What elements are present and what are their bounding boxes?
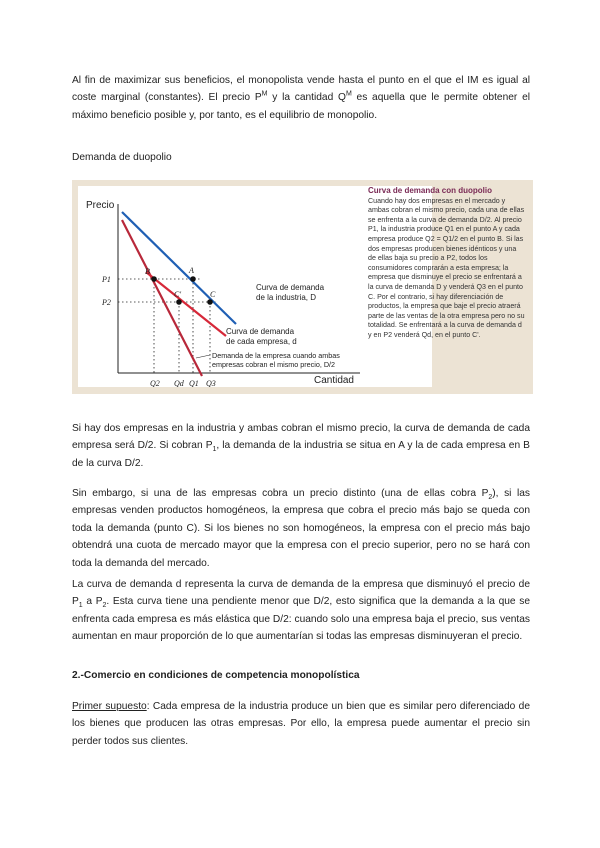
half-demand-curve [122,220,202,376]
point-b [151,276,157,282]
caption-text: Cuando hay dos empresas en el mercado y ambas cobran el mismo precio, cada una de ellas se enfrenta a la curva de demanda D/2. Al precio P1, la industria produce Q1 en el punto A y cada empresa produce Q2 = Q1/2 en el punto B. Si las dos empresas producen bienes idénticos y una de ellas baja su precio a P2, todos los consumidores comprarán a esta empresa; la empresa que disminuye el precio se enfrentará a la curva de demanda D y venderá Q3 en el punto C. Por el contrario, si hay diferenciación de productos, la empresa que baje el precio atraerá parte de las ventas de la otra empresa pero no su totalidad. Se enfrentará a la curva de demanda d y en P2 venderá Qd, en el punto C'. [368,196,525,339]
section-title-duopolio: Demanda de duopolio [72,152,172,163]
paragraph-primer-supuesto: Primer supuesto: Cada empresa de la industria produce un bien que es similar pero diferenciado de los bienes que producen las otras empresas. Por ello, la empresa puede aumentar el precio sin perder todos sus clientes. [72,701,530,747]
x-axis-label: Cantidad [313,375,354,386]
x-tick-q1: Q1 [189,379,199,387]
point-label-c: C [210,290,216,299]
point-c-prime [176,299,182,305]
series-label-firm-line1: Curva de demanda [226,327,295,336]
primer-supuesto-label: Primer supuesto [72,701,147,712]
paragraph-demand-curve-d: La curva de demanda d representa la curva de demanda de la empresa que disminuyó el precio de $P_1$ a $P_2$. Esta curva tiene una pendiente menor que D/2, esto significa que la demanda a la que se enfrenta cada empresa es más elástica que D/2: cuando solo una empresa baja el precio, sus ventas aumentan en maur proporción de lo que aumentarían si todas las empresas disminuyeran el precio. [72,579,531,643]
y-tick-p2: P2 [102,298,111,307]
series-label-half-line1: Demanda de la empresa cuando ambas [212,351,340,360]
point-label-b: B [145,267,150,276]
y-axis-label: Precio [86,200,115,211]
y-tick-p1: P1 [102,275,111,284]
intro-paragraph: Al fin de maximizar sus beneficios, el monopolista vende hasta el punto en el que el IM es igual al coste marginal (constantes). El precio $P^M$ y la cantidad $Q^M$ es aquella que le permite obtener el máximo beneficio posible y, por tanto, es el equilibrio de monopolio. [72,75,530,121]
caption-title: Curva de demanda con duopolio [368,186,493,195]
series-label-d-line1: Curva de demanda [256,283,325,292]
section-title-comercio: 2.-Comercio en condiciones de competencia monopolística [72,670,360,681]
series-label-half-line2: empresas cobran el mismo precio, D/2 [212,360,336,369]
point-label-c-prime: C' [174,290,182,299]
firm-demand-curve [146,272,226,336]
x-tick-q2: Q2 [150,379,160,387]
series-label-d-line2: de la industria, D [256,293,317,302]
series-label-firm-line2: de cada empresa, d [226,337,297,346]
annotation-leader [196,355,210,358]
x-tick-qd: Qd [174,379,184,387]
paragraph-price-difference: Sin embargo, si una de las empresas cobra un precio distinto (una de ellas cobra $P_2$), si las empresas venden productos homogéneos, la empresa que cobra el precio más bajo se queda con toda la demanda (punto C). Si los bienes no son homogéneos, la empresa con el precio más bajo obtendrá una cuota de mercado mayor que la empresa con el precio superior, pero no se hará con toda la demanda del mercado. [72,488,531,569]
point-a [190,276,196,282]
duopoly-figure [72,180,533,394]
paragraph-two-firms: Si hay dos empresas en la industria y ambas cobran el mismo precio, la curva de demanda de cada empresa será D/2. Si cobran $P_1$, la demanda de la industria se situa en A y la de cada empresa en B de la curva D/2. [72,423,530,469]
x-tick-q3: Q3 [206,379,216,387]
figure-caption [368,186,526,341]
point-c [207,299,213,305]
point-label-a: A [189,266,194,275]
duopoly-chart [78,186,374,387]
